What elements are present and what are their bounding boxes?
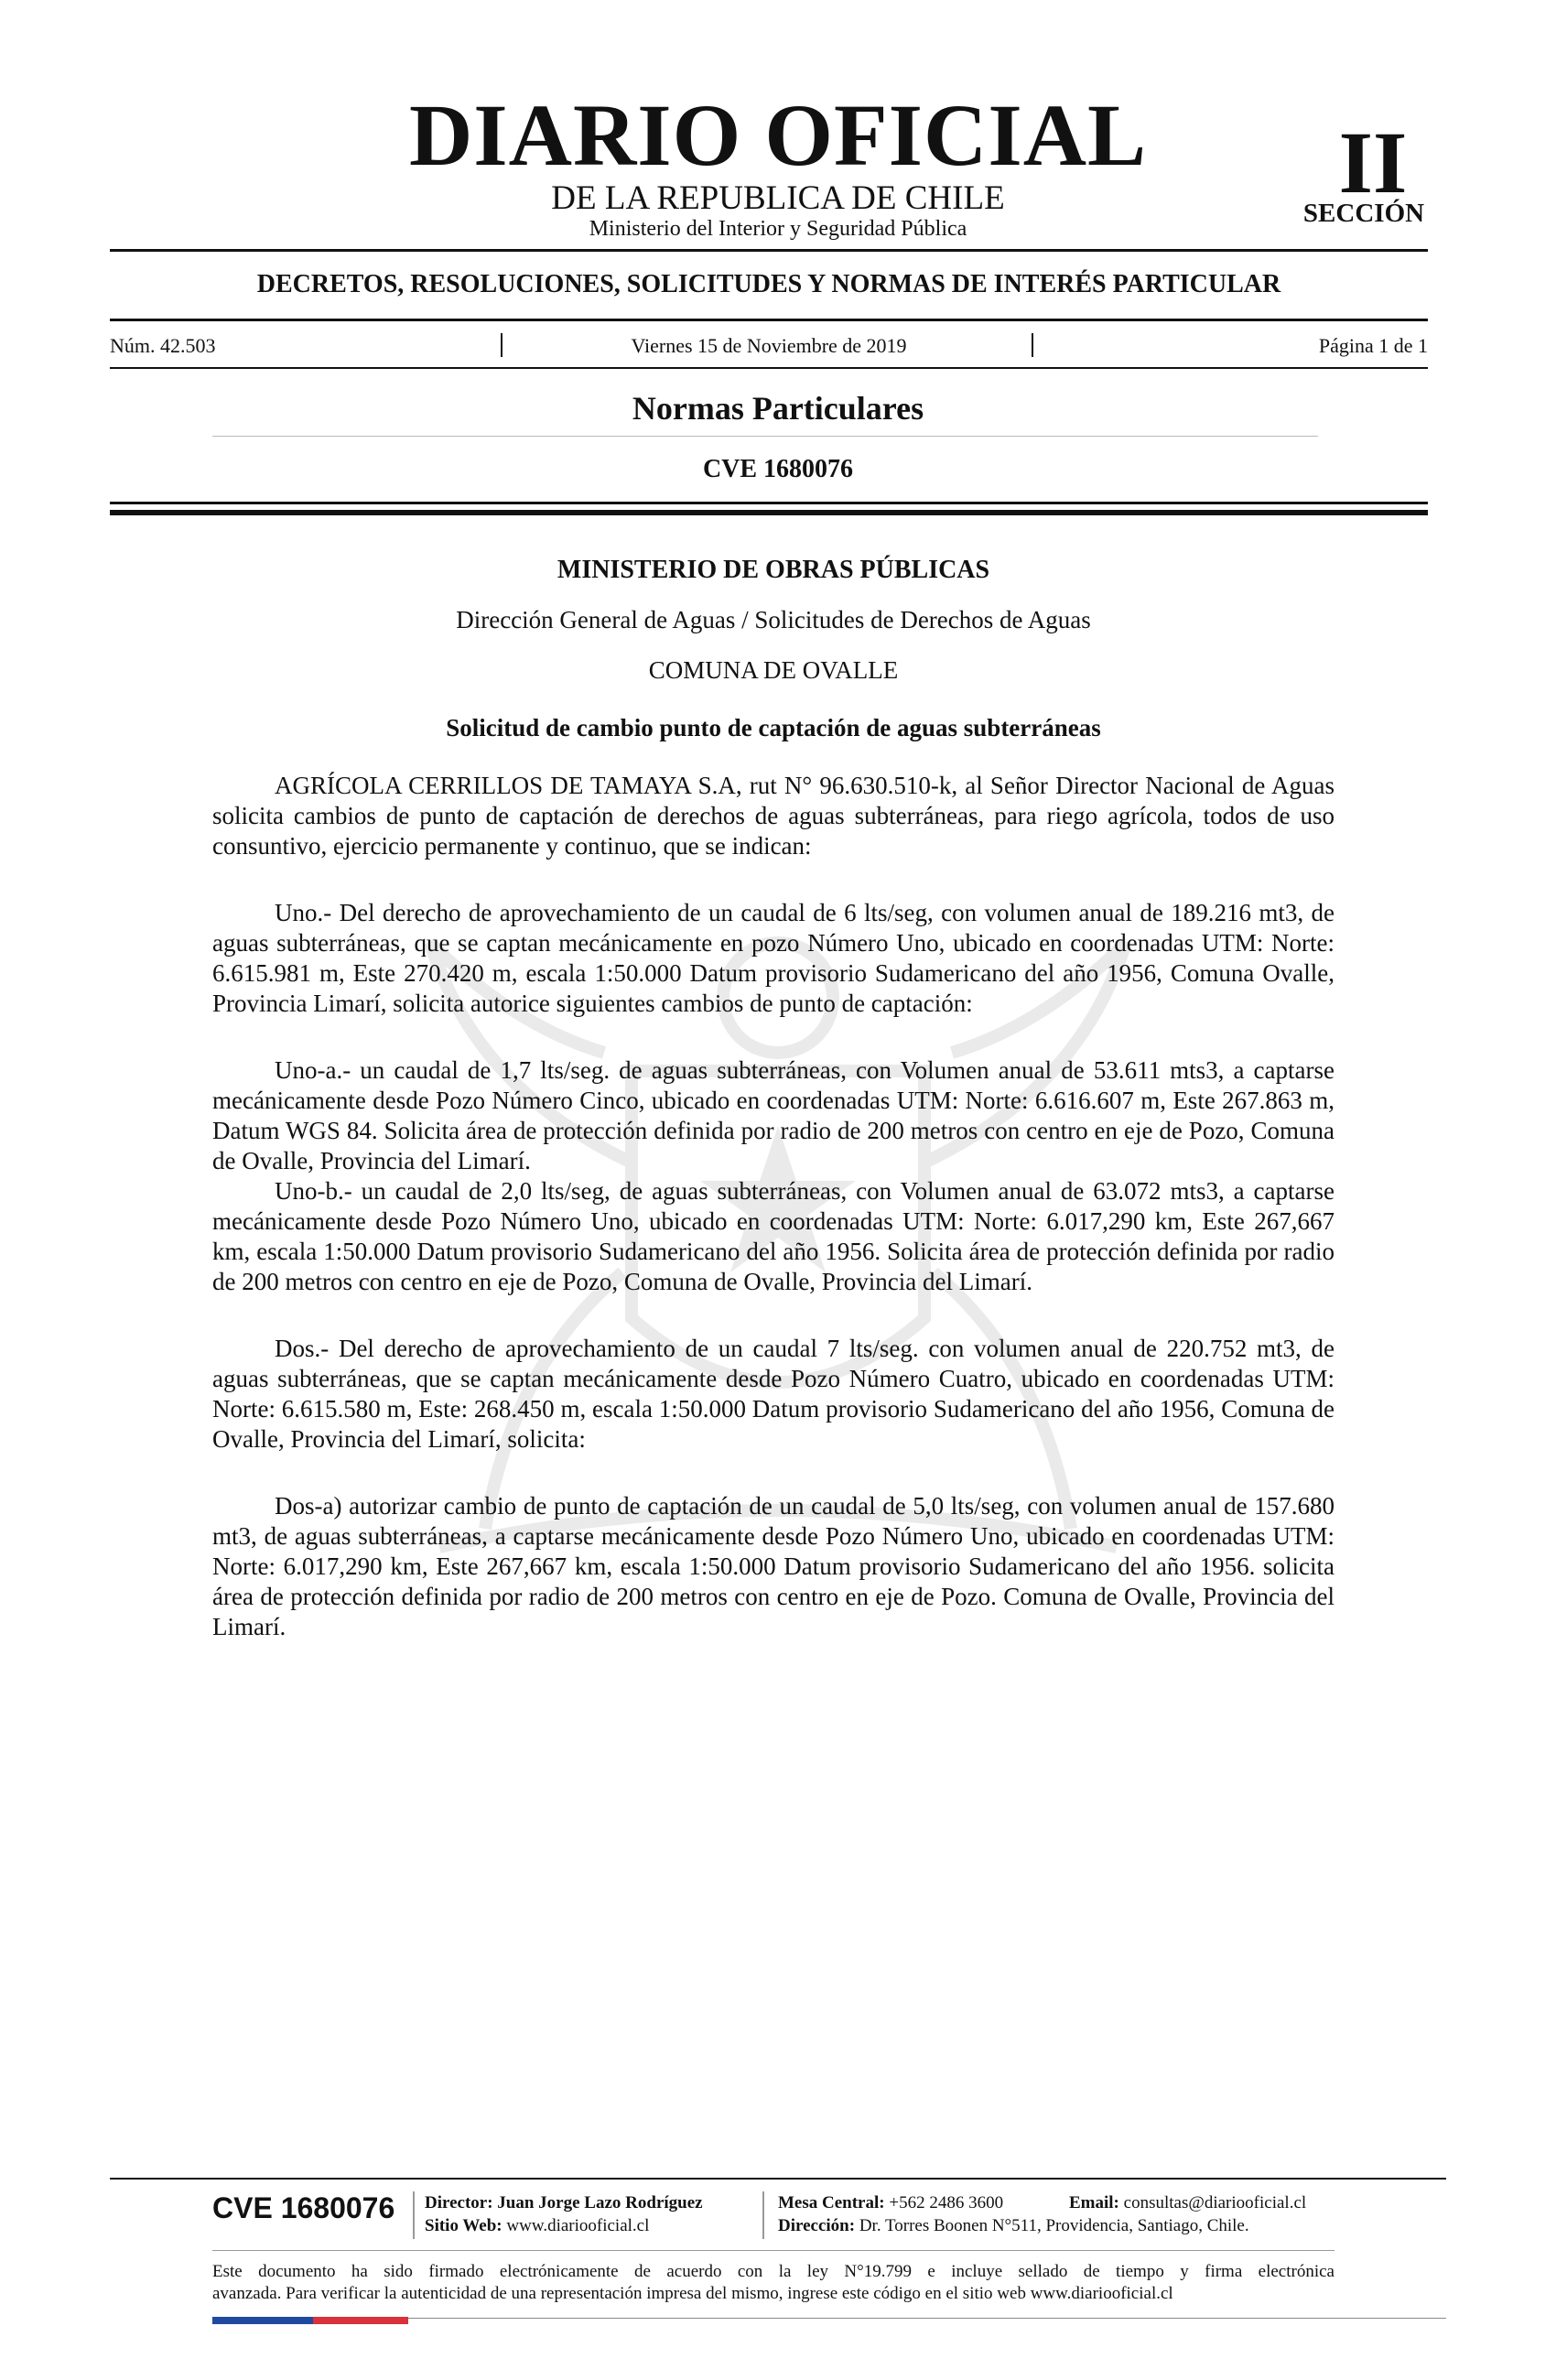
masthead [0,0,1556,247]
email-link[interactable]: consultas@diariooficial.cl [1123,2193,1307,2212]
website-label: Sitio Web: [425,2216,502,2235]
subject-heading: Solicitud de cambio punto de captación de aguas subterráneas [446,714,1101,741]
ministry-line: Ministerio del Interior y Seguridad Pública [589,217,967,241]
separator [1032,333,1033,357]
paragraph: Uno.- Del derecho de aprovechamiento de un caudal de 6 lts/seg, con volumen anual de 189.216 mt3, de aguas subterráneas, que se captan mecánicamente en pozo Número Uno, ubicado en coordenadas UTM: Norte: 6.615.981 m, Este 270.420 m, escala 1:50.000 Datum provisorio Sudamericano del año 1956, Comuna Ovalle, Provincia Limarí, solicita autorice siguientes cambios de punto de captación: [212,899,1334,1017]
phone-label: Mesa Central: [778,2193,885,2212]
footer-cve-code: CVE 1680076 [212,2191,395,2224]
divider [110,319,1428,321]
issue-info-bar [110,331,1428,361]
department-line: Dirección General de Aguas / Solicitudes de Derechos de Aguas [456,606,1091,633]
cve-code: CVE 1680076 [702,455,854,483]
document-body [212,549,1334,1642]
director-name: Juan Jorge Lazo Rodríguez [497,2193,703,2212]
footer-divider [212,2250,1334,2251]
newspaper-subtitle: DE LA REPUBLICA DE CHILE [551,179,1005,217]
flag-stripe-blue [212,2317,313,2324]
footer-email-block [1069,2191,1306,2214]
phone-number: +562 2486 3600 [889,2193,1004,2212]
paragraph: AGRÍCOLA CERRILLOS DE TAMAYA S.A, rut N° 96.630.510-k, al Señor Director Nacional de Aguas solicita cambios de punto de captación de derechos de aguas subterráneas, para riego agrícola, todos de uso consuntivo, ejercicio permanente y continuo, que se indican: [212,772,1334,860]
newspaper-title: DIARIO OFICIAL [408,86,1148,184]
legal-notice-line-1: Este documento ha sido firmado electrónicamente de acuerdo con la ley N°19.799 e incluye sellado de tiempo y firma electrónica [212,2262,1334,2281]
website-link[interactable]: www.diariooficial.cl [506,2216,650,2235]
flag-stripe-red [313,2317,408,2324]
section-banner: DECRETOS, RESOLUCIONES, SOLICITUDES Y NORMAS DE INTERÉS PARTICULAR [256,270,1281,298]
section-label: SECCIÓN [1302,199,1425,228]
page-title: Normas Particulares [632,390,924,427]
footer-director-block [425,2191,703,2237]
issue-date: Viernes 15 de Noviembre de 2019 [631,334,907,357]
divider [110,510,1428,515]
email-label: Email: [1069,2193,1119,2212]
separator [762,2191,764,2239]
ministry-heading: MINISTERIO DE OBRAS PÚBLICAS [556,556,990,584]
footer-divider [110,2178,1446,2180]
address-value: Dr. Torres Boonen N°511, Providencia, Santiago, Chile. [859,2216,1249,2235]
divider [110,367,1428,369]
separator [413,2191,415,2239]
address-label: Dirección: [778,2216,856,2235]
paragraph: Dos.- Del derecho de aprovechamiento de un caudal 7 lts/seg. con volumen anual de 220.752 mt3, de aguas subterráneas, que se captan mecánicamente desde Pozo Número Cuatro, ubicado en coordenadas UTM: Norte: 6.615.580 m, Este: 268.450 m, escala 1:50.000 Datum provisorio Sudamericano del año 1956, Comuna de Ovalle, Provincia del Limarí, solicita: [212,1335,1334,1453]
section-number: II [1338,114,1408,211]
footer-divider [408,2318,1446,2319]
legal-notice-line-2: avanzada. Para verificar la autenticidad de una representación impresa del mismo, ingrese este código en el sitio web www.diariooficial.cl [212,2284,1173,2303]
director-label: Director: [425,2193,493,2212]
divider [110,249,1428,252]
paragraph: Dos-a) autorizar cambio de punto de captación de un caudal de 5,0 lts/seg, con volumen anual de 157.680 mt3, de aguas subterráneas, a captarse mecánicamente desde Pozo Número Uno, ubicado en coordenadas UTM: Norte: 6.017,290 km, Este 267,667 km, escala 1:50.000 Datum provisorio Sudamericano del año 1956. solicita área de protección definida por radio de 200 metros con centro en eje de Pozo. Comuna de Ovalle, Provincia del Limarí. [212,1492,1334,1640]
divider [110,502,1428,504]
page-count: Página 1 de 1 [1318,334,1428,357]
divider [212,436,1318,437]
commune-line: COMUNA DE OVALLE [648,656,899,684]
issue-number: Núm. 42.503 [110,334,216,357]
paragraph: Uno-b.- un caudal de 2,0 lts/seg, de aguas subterráneas, con Volumen anual de 63.072 mts3, a captarse mecánicamente desde Pozo Número Uno, ubicado en coordenadas UTM: Norte: 6.017,290 km, Este 267,667 km, escala 1:50.000 Datum provisorio Sudamericano del año 1956. Solicita área de protección definida por radio de 200 metros con centro en eje de Pozo, Comuna de Ovalle, Provincia del Limarí. [212,1177,1334,1295]
paragraph: Uno-a.- un caudal de 1,7 lts/seg. de aguas subterráneas, con Volumen anual de 53.611 mts3, a captarse mecánicamente desde Pozo Número Cinco, ubicado en coordenadas UTM: Norte: 6.616.607 m, Este 267.863 m, Datum WGS 84. Solicita área de protección definida por radio de 200 metros con centro en eje de Pozo, Comuna de Ovalle, Provincia del Limarí. [212,1056,1334,1174]
